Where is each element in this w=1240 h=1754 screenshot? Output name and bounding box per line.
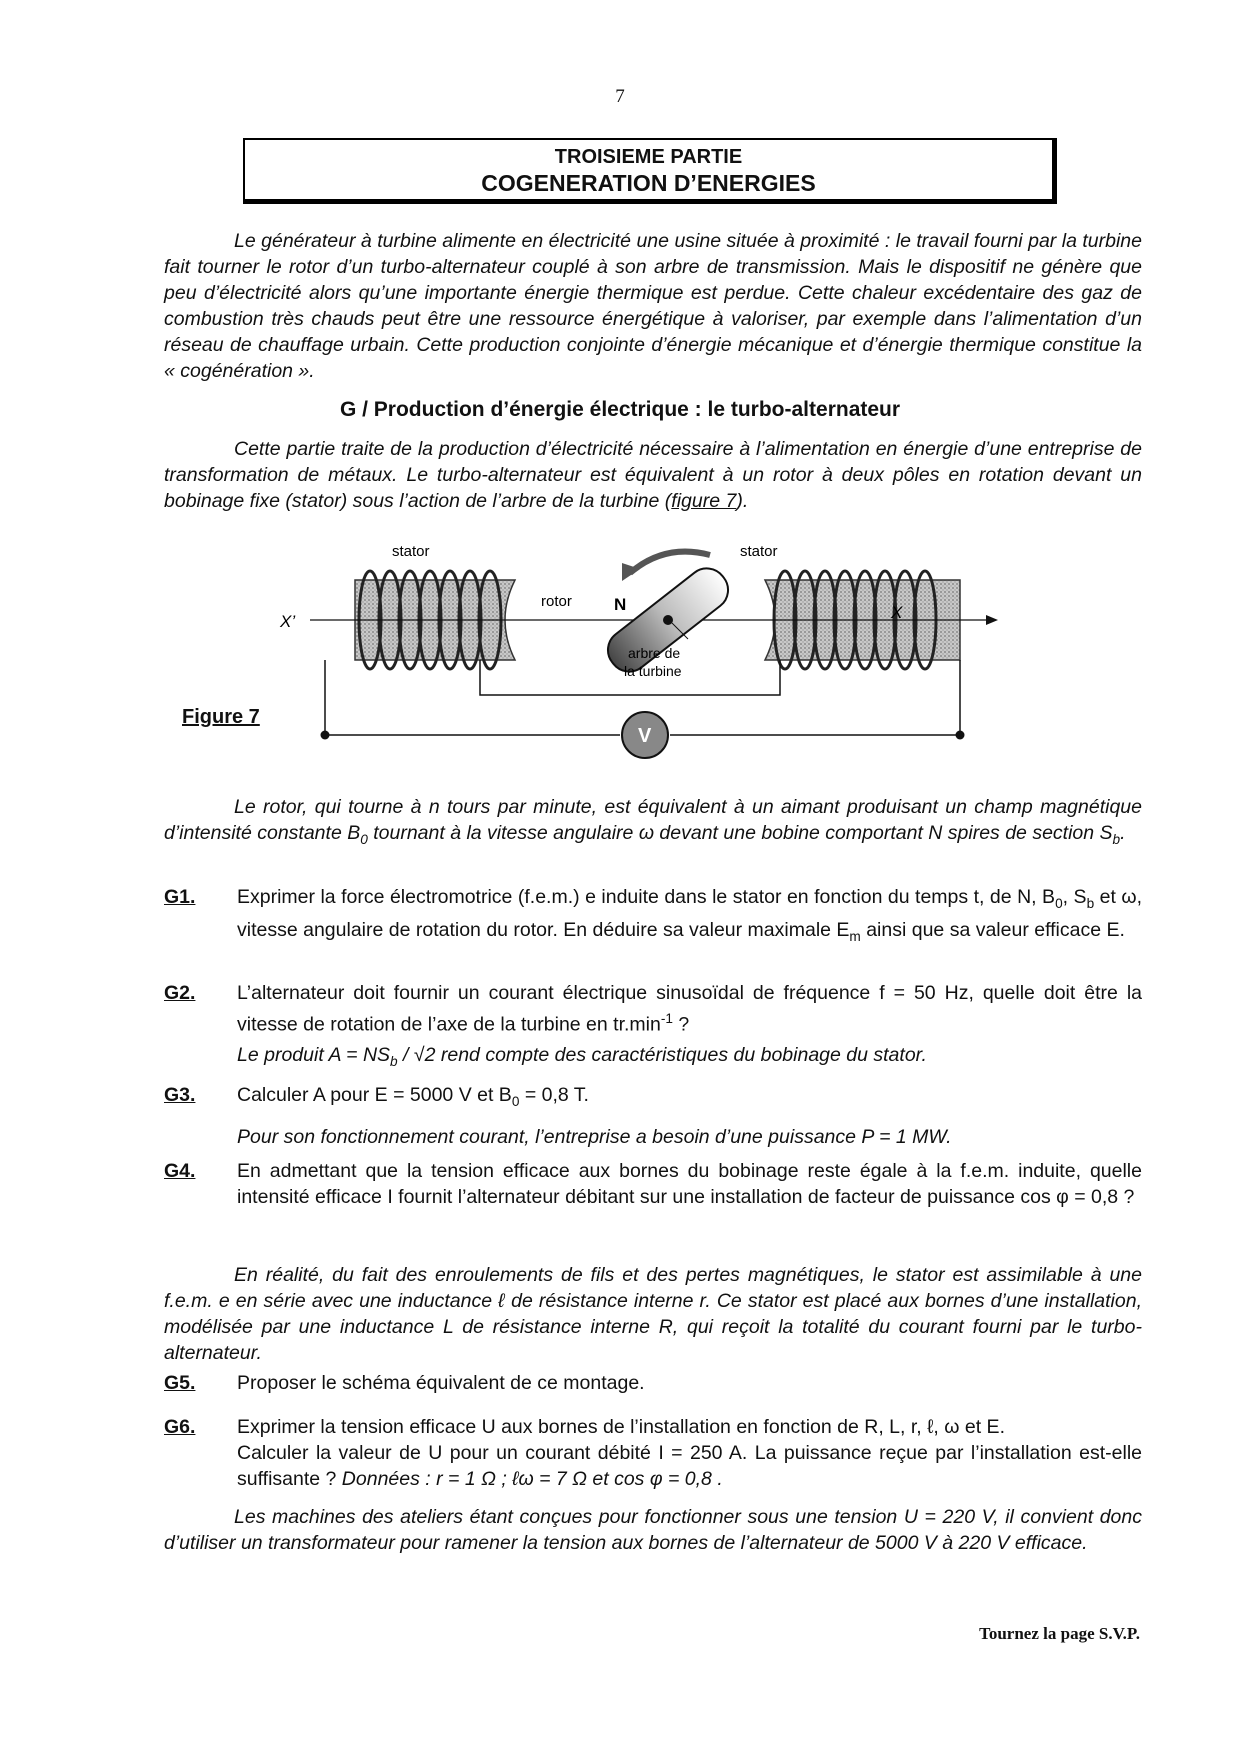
rotor-text-c: . <box>1120 822 1126 844</box>
transformer-paragraph: Les machines des ateliers étant conçues pour fonctionner sous une tension U = 220 V, il convient donc d’utiliser un transformateur pour ramener la tension aux bornes de l’alternateur de 5000 V à 220 V efficace. <box>164 1506 1142 1554</box>
south-pole-label: S <box>540 653 552 672</box>
question-g5 <box>164 1370 1142 1396</box>
question-id: G1. <box>164 886 196 908</box>
g6-line2: Calculer la valeur de U pour un courant débité I = 250 A. La puissance reçue par l’installation est-elle suffisante ? <box>237 1442 1142 1490</box>
question-id: G4. <box>164 1160 196 1182</box>
question-text: En admettant que la tension efficace aux bornes du bobinage reste égale à la f.e.m. induite, quelle intensité efficace I fournit l’alternateur débitant sur une installation de facteur de puissance cos φ = 0,8 ? <box>237 1160 1142 1208</box>
g1-sub-a: 0 <box>1055 895 1063 911</box>
terminal-right <box>956 731 965 740</box>
product-text-a: Le produit <box>237 1044 329 1066</box>
question-text <box>237 980 1142 1038</box>
question-text <box>237 1414 1142 1492</box>
g1-text-b: , S <box>1062 886 1087 908</box>
g1-text-a: Exprimer la force électromotrice (f.e.m.) e induite dans le stator en fonction du temps t, de N, B <box>237 886 1056 908</box>
g2-sup-a: -1 <box>660 1011 673 1026</box>
figure-label: Figure 7 <box>182 706 260 728</box>
rotor-label: rotor <box>541 593 572 610</box>
rotor-sub-b: b <box>1112 831 1121 847</box>
axis-left-label: X’ <box>280 612 296 631</box>
figure-reference-link[interactable]: figure 7 <box>671 490 737 512</box>
rotor-text-b: tournant à la vitesse angulaire ω devant une bobine comportant N spires de section S <box>367 822 1113 844</box>
section-intro-end: ). <box>736 490 749 512</box>
question-id: G2. <box>164 982 196 1004</box>
power-paragraph: Pour son fonctionnement courant, l’entreprise a besoin d’une puissance P = 1 MW. <box>237 1126 952 1148</box>
terminal-left <box>321 731 330 740</box>
g2-text-b: ? <box>672 1013 690 1036</box>
stator-left-label: stator <box>392 543 430 560</box>
g6-line1: Exprimer la tension efficace U aux bornes de l’installation en fonction de R, L, r, ℓ, ω et E. <box>237 1416 1005 1438</box>
question-g1 <box>164 884 1142 950</box>
g1-text-c: et ω, vitesse angulaire de rotation du rotor. En déduire sa valeur maximale E <box>237 886 1142 941</box>
product-text-b: rend compte des caractéristiques du bobinage du stator. <box>435 1044 927 1066</box>
question-g4 <box>164 1158 1142 1210</box>
question-g2 <box>164 980 1142 1038</box>
product-paragraph <box>237 1042 1142 1075</box>
intro-paragraph: Le générateur à turbine alimente en électricité une usine située à proximité : le travail fourni par la turbine fait tourner le rotor d’un turbo-alternateur couplé à son arbre de transmission. Mais le dispositif ne génère que peu d’électricité alors qu’une importante énergie thermique est perdue. Cette chaleur excédentaire des gaz de combustion très chauds peut être une ressource énergétique à valoriser, par exemple dans l’alimentation d’un réseau de chauffage urbain. Cette production conjointe d’énergie mécanique et d’énergie thermique constitue la « cogénération ». <box>164 230 1142 382</box>
rotor-shaft <box>663 615 673 625</box>
part-subtitle: COGENERATION D’ENERGIES <box>481 170 816 196</box>
question-g3 <box>164 1082 1142 1115</box>
title-box <box>243 138 1057 204</box>
g1-text-d: ainsi que sa valeur efficace E. <box>860 918 1125 941</box>
g2-text-a: L’alternateur doit fournir un courant électrique sinusoïdal de fréquence f = 50 Hz, quelle doit être la vitesse de rotation de l’axe de la turbine en tr.min <box>237 982 1142 1036</box>
north-pole-label: N <box>614 595 627 614</box>
g3-sub-a: 0 <box>511 1093 520 1109</box>
question-text <box>237 884 1142 950</box>
product-formula-sub: b <box>390 1053 398 1069</box>
product-formula-end: / √2 <box>397 1044 436 1066</box>
stator-right-label: stator <box>740 543 778 560</box>
axis-arrow <box>986 615 998 625</box>
voltmeter-label: V <box>638 725 652 747</box>
question-id: G5. <box>164 1372 196 1394</box>
axis-right-label: X <box>891 603 903 622</box>
question-text: Proposer le schéma équivalent de ce montage. <box>237 1372 645 1394</box>
g1-sub-b: b <box>1086 895 1095 911</box>
g1-sub-c: m <box>849 928 861 944</box>
rotor-sub-a: 0 <box>360 831 368 847</box>
rotor-paragraph <box>164 794 1142 853</box>
question-id: G6. <box>164 1416 196 1438</box>
g3-text-b: = 0,8 T. <box>519 1084 589 1106</box>
shaft-label-line2: la turbine <box>624 663 682 679</box>
rotor-text-a: Le rotor, qui tourne à n tours par minute, est équivalent à un aimant produisant un champ magnétique d’intensité constante B <box>164 796 1142 844</box>
section-intro-text: Cette partie traite de la production d’électricité nécessaire à l’alimentation en énergie d’une entreprise de transformation de métaux. Le turbo-alternateur est équivalent à un rotor à deux pôles en rotation devant un bobinage fixe (stator) sous l’action de l’arbre de la turbine ( <box>164 438 1142 512</box>
part-title: TROISIEME PARTIE <box>554 146 743 168</box>
g3-text-a: Calculer A pour E = 5000 V et B <box>237 1084 512 1106</box>
question-text <box>237 1082 1142 1115</box>
section-intro-paragraph <box>164 436 1142 514</box>
question-g6 <box>164 1414 1142 1492</box>
question-id: G3. <box>164 1084 196 1106</box>
section-heading: G / Production d’énergie électrique : le turbo-alternateur <box>339 398 901 421</box>
product-formula: A = NS <box>328 1044 391 1066</box>
shaft-label-line1: arbre de <box>628 645 681 661</box>
figure-7-diagram <box>280 535 1020 775</box>
g6-given-data: Données : r = 1 Ω ; ℓω = 7 Ω et cos φ = 0,8 . <box>341 1468 723 1490</box>
page-number: 7 <box>615 86 625 107</box>
footer-turn-page: Tournez la page S.V.P. <box>979 1624 1140 1643</box>
reality-paragraph: En réalité, du fait des enroulements de fils et des pertes magnétiques, le stator est assimilable à une f.e.m. e en série avec une inductance ℓ de résistance interne r. Ce stator est placé aux bornes d’une installation, modélisée par une inductance L de résistance interne R, qui reçoit la totalité du courant fourni par le turbo-alternateur. <box>164 1264 1142 1364</box>
